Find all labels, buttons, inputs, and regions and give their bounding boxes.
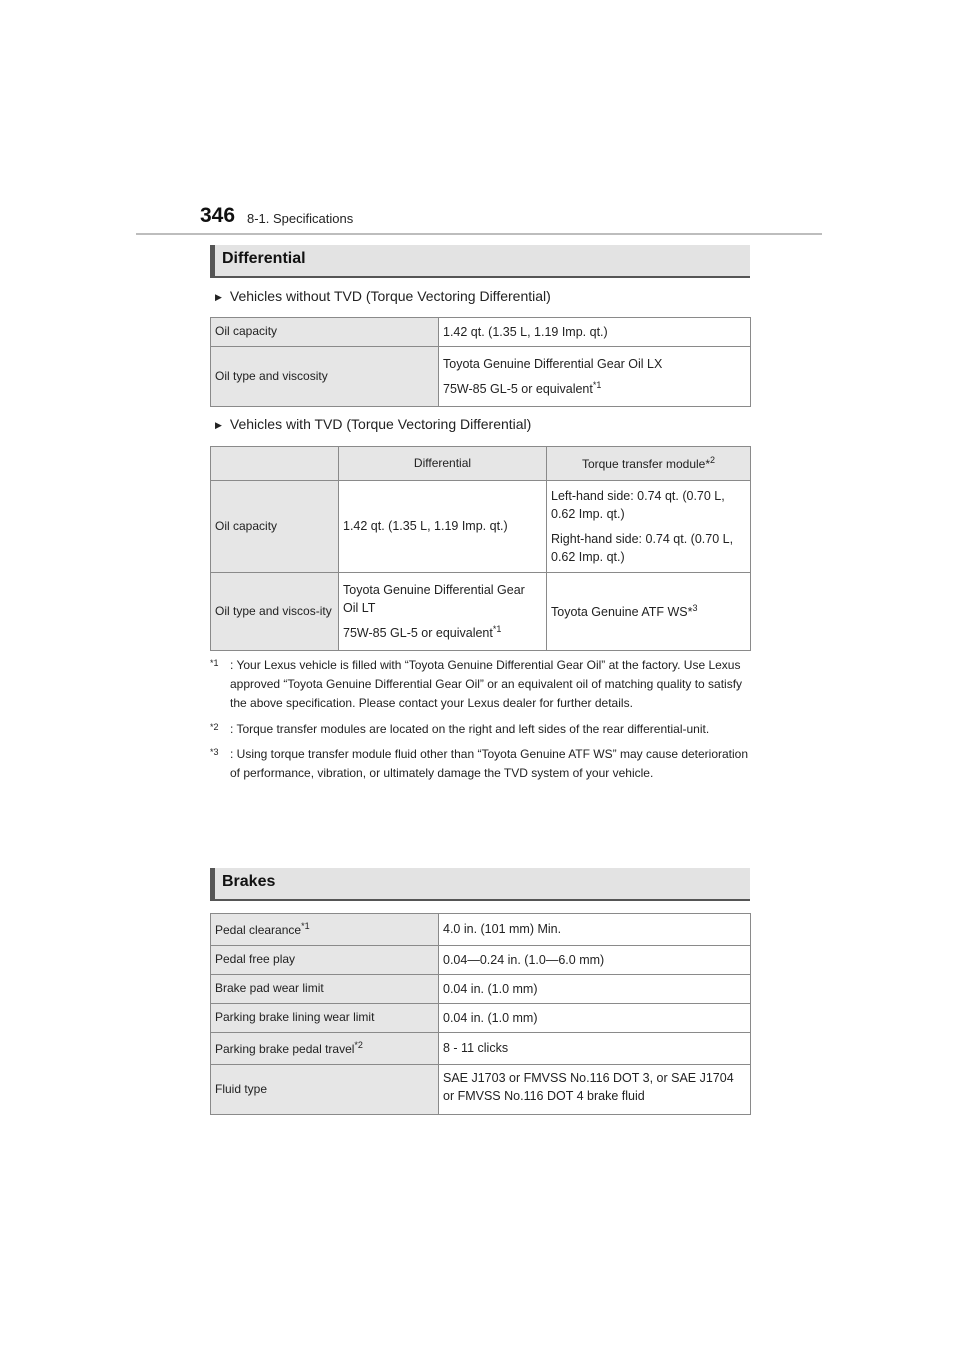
table-row	[211, 946, 751, 975]
subhead-text: Vehicles without TVD (Torque Vectoring Differential)	[229, 288, 551, 304]
row-value: 1.42 qt. (1.35 L, 1.19 Imp. qt.)	[439, 318, 751, 347]
table-row	[211, 1065, 751, 1115]
footnote-text: : Torque transfer modules are located on the right and left sides of the rear differential-unit.	[230, 721, 710, 736]
row-value-line	[343, 623, 542, 642]
table-row	[211, 914, 751, 946]
table-row	[211, 1004, 751, 1033]
header-cell-text: Torque transfer module*	[581, 456, 711, 471]
row-label-text: Parking brake lining wear limit	[215, 1010, 375, 1025]
section-accent	[210, 245, 215, 276]
section-accent	[210, 868, 215, 899]
section-title: Differential	[222, 250, 306, 267]
footnote-mark-text: *3	[210, 746, 219, 757]
header-cell-differential: Differential	[339, 447, 547, 481]
table-row	[211, 573, 751, 651]
row-label	[211, 1065, 439, 1115]
row-value: 4.0 in. (101 mm) Min.	[439, 914, 751, 946]
row-value-text: Toyota Genuine ATF WS*	[551, 605, 693, 620]
section-header-brakes	[210, 868, 750, 901]
footnote-ref: *1	[592, 379, 602, 390]
footnote-ref: 3	[692, 602, 698, 613]
row-label: Oil type and viscos-ity	[211, 573, 339, 651]
page-number: 346	[200, 204, 236, 227]
row-value: 0.04—0.24 in. (1.0—6.0 mm)	[439, 946, 751, 975]
row-label	[211, 975, 439, 1004]
footnote-ref: 2	[710, 454, 716, 465]
row-label-text: Fluid type	[215, 1081, 268, 1096]
footnote-text: : Your Lexus vehicle is filled with “Toyota Genuine Differential Gear Oil” at the factory. Use Lexus approved “Toyota Genuine Differential Gear Oil” or an equivalent oil of matching quality to satisfy the above specification. Please contact your Lexus dealer for further details.	[230, 658, 743, 711]
triangle-bullet-icon: ▶	[215, 420, 222, 430]
row-label	[211, 1033, 439, 1065]
page-header	[200, 204, 760, 234]
section-header-differential	[210, 245, 750, 278]
row-value-text: 75W-85 GL-5 or equivalent	[343, 626, 493, 641]
header-rule	[136, 233, 822, 235]
table-row	[211, 975, 751, 1004]
footnote	[210, 656, 750, 714]
chapter-label: 8-1. Specifications	[247, 211, 354, 226]
header-cell-torque	[547, 447, 751, 481]
row-label-text: Pedal clearance	[215, 922, 302, 937]
table-brakes	[210, 913, 751, 1115]
row-value-line: Right-hand side: 0.74 qt. (0.70 L, 0.62 Imp. qt.)	[551, 531, 734, 564]
row-label	[211, 914, 439, 946]
row-label: Oil capacity	[211, 481, 339, 573]
row-value-text: 75W-85 GL-5 or equivalent	[443, 382, 593, 397]
row-value: SAE J1703 or FMVSS No.116 DOT 3, or SAE J1704 or FMVSS No.116 DOT 4 brake fluid	[439, 1065, 751, 1115]
footnote-mark	[210, 745, 219, 766]
row-value-cell	[547, 481, 751, 573]
row-label-text: Pedal free play	[215, 952, 296, 967]
footnote	[210, 745, 750, 783]
footnote-mark	[210, 720, 219, 741]
row-value-cell	[339, 573, 547, 651]
row-label-text: Parking brake pedal travel	[215, 1041, 355, 1056]
footnote-mark-text: *2	[210, 721, 219, 732]
footnote-ref: *1	[492, 623, 502, 634]
row-label	[211, 1004, 439, 1033]
row-value-cell	[439, 347, 751, 407]
footnote-mark-text: *1	[210, 658, 219, 668]
row-label: Oil capacity	[211, 318, 439, 347]
table-row	[211, 347, 751, 407]
table-row	[211, 1033, 751, 1065]
footnote-text: : Using torque transfer module fluid other than “Toyota Genuine ATF WS” may cause deterioration of performance, vibration, or ultimately damage the TVD system of your vehicle.	[230, 746, 749, 780]
row-value-line	[443, 379, 746, 398]
row-value: 0.04 in. (1.0 mm)	[439, 975, 751, 1004]
subhead-without-tvd	[215, 288, 551, 304]
row-value-cell	[547, 573, 751, 651]
subhead-with-tvd	[215, 416, 531, 432]
row-value-line: Toyota Genuine Differential Gear Oil LT	[343, 582, 525, 615]
row-value-line: Toyota Genuine Differential Gear Oil LX	[443, 356, 663, 371]
section-title: Brakes	[222, 873, 276, 890]
table-row	[211, 318, 751, 347]
table-with-tvd	[210, 446, 751, 651]
row-label	[211, 946, 439, 975]
row-value: 0.04 in. (1.0 mm)	[439, 1004, 751, 1033]
subhead-text: Vehicles with TVD (Torque Vectoring Differential)	[229, 416, 532, 432]
row-label-text: Brake pad wear limit	[215, 981, 324, 996]
table-without-tvd	[210, 317, 751, 407]
footnote-ref: *2	[354, 1039, 363, 1050]
table-row	[211, 481, 751, 573]
footnotes	[210, 656, 750, 789]
footnote	[210, 720, 750, 739]
triangle-bullet-icon: ▶	[215, 292, 222, 302]
row-value: 8 - 11 clicks	[439, 1033, 751, 1065]
row-value: 1.42 qt. (1.35 L, 1.19 Imp. qt.)	[339, 481, 547, 573]
footnote-ref: *1	[301, 920, 310, 931]
table-header-row	[211, 447, 751, 481]
header-cell-empty	[211, 447, 339, 481]
footnote-mark	[210, 656, 219, 677]
row-label: Oil type and viscosity	[211, 347, 439, 407]
row-value-line: Left-hand side: 0.74 qt. (0.70 L, 0.62 Imp. qt.)	[551, 489, 725, 522]
